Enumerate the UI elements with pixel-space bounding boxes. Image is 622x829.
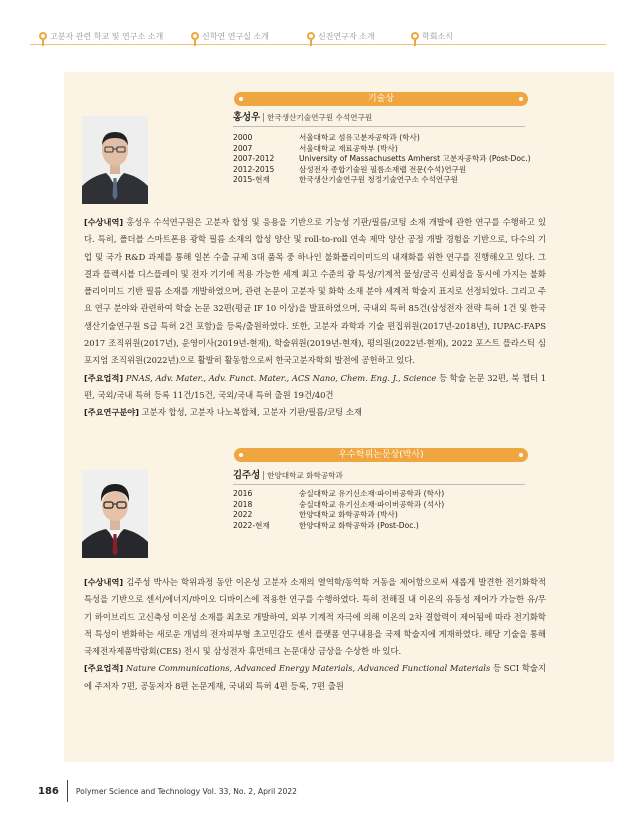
works-text: 등 학술 논문 32편, 북 챕터 1편, 국외/국내 특허 등록 11건/15건, 국외/국내 특허 출원 19건/40건 xyxy=(84,372,547,400)
separator: | xyxy=(262,471,266,481)
career-row xyxy=(233,489,444,500)
award-description-1 xyxy=(84,214,546,422)
career-list xyxy=(233,133,531,186)
career-year: 2012-2015 xyxy=(233,164,275,174)
content-text: 김주성 박사는 학위과정 동안 이온성 고분자 소재의 열역학/동역학 거동을 제어함으로써 새롭게 발견한 전기화학적 특성을 기반으로 센서/에너지/바이오 디바이스에 적용한 연구를 수행하였다. 특히 전해질 내 이온의 유동성 제어가 가능한 유/무기 하이브리드 고신축성 이온성 소재를 최초로 개발하여, 외부 기계적 자극에 의해 이온의 2차 결합력이 제어됨에 따라 전기화학적 특성이 변화하는 새로운 개념의 전자피부형 초고민감도 센서 플랫폼 연구내용을 국제 학술지에 게재하였다. 해당 기술을 통해 국제전자제품박람회(CES) 전시 및 삼성전자 휴먼테크 논문대상 금상을 수상한 바 있다. xyxy=(84,577,546,657)
career-row xyxy=(233,500,444,511)
person-name: 홍성우 xyxy=(233,112,261,123)
nav-item-label: 신진연구자 소개 xyxy=(318,32,375,41)
career-row xyxy=(233,175,531,186)
page-number: 186 xyxy=(38,785,59,797)
footer-divider xyxy=(67,780,68,802)
award-content-paragraph xyxy=(84,214,546,370)
career-year: 2007 xyxy=(233,143,253,153)
nav-item-labs[interactable] xyxy=(190,32,269,46)
career-year: 2022 xyxy=(233,510,253,520)
nav-item-label: 신학연 연구실 소개 xyxy=(202,32,269,41)
name-divider xyxy=(233,484,525,485)
content-text: 홍성우 수석연구원은 고분자 합성 및 응용을 기반으로 기능성 기판/필름/코팅 소재 개발에 관한 연구를 수행하고 있다. 특히, 폴더블 스마트폰용 광학 필름 소재의 합성 양산 및 roll-to-roll 연속 제막 양산 공정 개발 경험을 기반으로, 다수의 기업 및 국가 R&D 과제를 통해 일본 수출 규제 3대 품목 중 하나인 불화폴리이미드의 내재화를 위한 연구를 진행해오고 있다. 그 결과 플렉시블 디스플레이 및 전자 기기에 적용 가능한 세계 최고 수준의 광 특성/기계적 물성/굴곡 신뢰성을 동시에 가지는 불화폴리이미드 기반 필름 소재를 개발하였으며, 관련 논문이 고분자 및 화학 소재 분야 세계적 학술지 표지로 선정되었다. 그리고 주요 연구 분야와 관련하여 학술 논문 32편(평균 IF 10 이상)을 발표하였으며, 국내외 특허 85건(삼성전자 전략 특허 1건 및 한국생산기술연구원 S급 특허 2건 포함)을 등록/출원하였다. 또한, 고분자 과학과 기술 편집위원(2017년-2018년), IUPAC-FAPS 2017 조직위원(2017년), 운영이사(2019년-현재), 학술위원(2019년-현재), 평의원(2022년-현재), 2022 포스트 플라스틱 심포지엄 조직위원(2022년)으로 활발히 활동함으로써 한국고분자학회 발전에 공헌하고 있다. xyxy=(84,217,547,366)
career-year: 2000 xyxy=(233,133,253,142)
person-name-line xyxy=(233,112,372,124)
award-title: 기술상 xyxy=(367,94,395,104)
award-description-2 xyxy=(84,574,546,695)
portrait-photo xyxy=(82,470,148,558)
career-desc: 서울대학교 재료공학부 (박사) xyxy=(299,143,398,153)
nav-item-label: 고분자 관련 학교 및 연구소 소개 xyxy=(50,32,164,41)
nav-item-news[interactable] xyxy=(410,32,453,46)
career-desc: 숭실대학교 유기신소재·파이버공학과 (석사) xyxy=(299,499,445,509)
works-text: 등 SCI 학술지에 주저자 7편, 공동저자 8편 논문게재, 국내외 특허 4편 등록, 7편 출원 xyxy=(84,663,547,691)
nav-item-schools[interactable] xyxy=(38,32,163,46)
career-row xyxy=(233,154,531,165)
career-desc: 삼성전자 종합기술원 필름소재랩 전문(수석)연구원 xyxy=(299,164,467,174)
name-divider xyxy=(233,126,525,127)
career-year: 2022-현재 xyxy=(233,520,270,530)
person-name-line xyxy=(233,470,343,482)
journal-citation: Polymer Science and Technology Vol. 33, No. 2, April 2022 xyxy=(75,786,297,796)
content-label: [수상내역] xyxy=(84,217,124,227)
works-label: [주요업적] xyxy=(84,663,124,674)
field-label: [주요연구분야] xyxy=(84,407,139,418)
award-title: 우수학위논문상(박사) xyxy=(338,450,424,460)
career-year: 2018 xyxy=(233,499,253,509)
career-row xyxy=(233,510,444,521)
nav-item-researchers[interactable] xyxy=(306,32,375,46)
works-journals: PNAS, Adv. Mater., Adv. Funct. Mater., ACS Nano, Chem. Eng. J., Science xyxy=(125,372,437,383)
content-label: [수상내역] xyxy=(84,577,124,587)
works-paragraph xyxy=(84,370,546,405)
award-title-bar xyxy=(234,92,528,106)
map-pin-icon xyxy=(410,32,419,46)
map-pin-icon xyxy=(38,32,47,46)
works-paragraph xyxy=(84,660,546,695)
map-pin-icon xyxy=(306,32,315,46)
field-text: 고분자 합성, 고분자 나노복합체, 고분자 기판/필름/코팅 소재 xyxy=(138,407,362,418)
career-row xyxy=(233,165,531,176)
person-name: 김주성 xyxy=(233,470,261,481)
career-row xyxy=(233,133,531,144)
career-row xyxy=(233,144,531,155)
map-pin-icon xyxy=(190,32,199,46)
works-label: [주요업적] xyxy=(84,372,124,383)
portrait-photo xyxy=(82,116,148,204)
career-year: 2007-2012 xyxy=(233,154,275,164)
field-paragraph xyxy=(84,404,546,421)
award-content-paragraph xyxy=(84,574,546,660)
career-row xyxy=(233,521,444,532)
career-desc: 한국생산기술연구원 청정기술연구소 수석연구원 xyxy=(299,175,458,185)
award-title-bar xyxy=(234,448,528,462)
page-footer xyxy=(38,781,297,801)
person-affiliation: 한양대학교 화학공학과 xyxy=(267,471,343,480)
career-desc: 서울대학교 섬유고분자공학과 (학사) xyxy=(299,133,420,142)
separator: | xyxy=(262,113,266,123)
works-journals: Nature Communications, Advanced Energy Materials, Advanced Functional Materials xyxy=(125,663,491,674)
career-year: 2015-현재 xyxy=(233,175,270,185)
top-navigation xyxy=(0,0,622,62)
career-list xyxy=(233,489,444,531)
career-desc: 숭실대학교 유기신소재·파이버공학과 (학사) xyxy=(299,489,445,498)
person-affiliation: 한국생산기술연구원 수석연구원 xyxy=(267,113,373,122)
career-year: 2016 xyxy=(233,489,253,498)
career-desc: University of Massachusetts Amherst 고분자공학과 (Post-Doc.) xyxy=(299,154,531,164)
career-desc: 한양대학교 화학공학과 (Post-Doc.) xyxy=(299,520,419,530)
nav-item-label: 학회소식 xyxy=(422,32,453,41)
career-desc: 한양대학교 화학공학과 (박사) xyxy=(299,510,398,520)
